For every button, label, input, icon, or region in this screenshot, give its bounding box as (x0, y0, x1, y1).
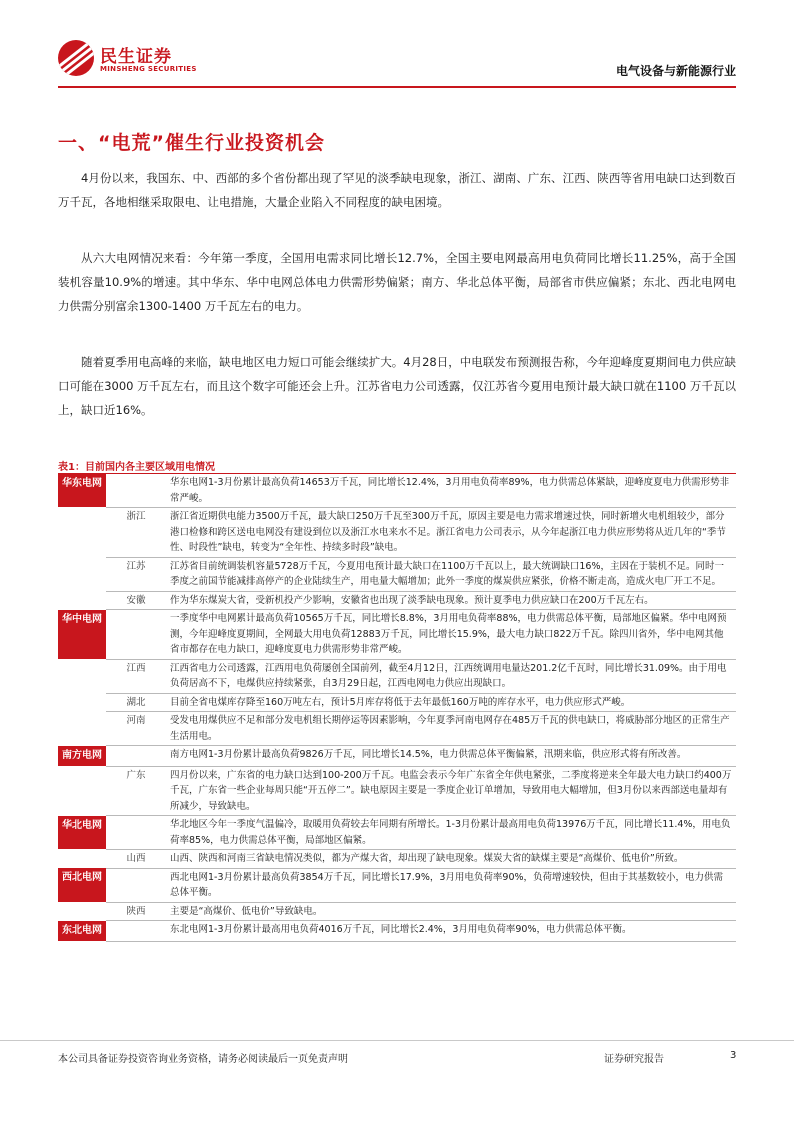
table-row (58, 850, 736, 869)
table-row (58, 610, 736, 660)
table-title: 表1：目前国内各主要区域用电情况 (58, 462, 215, 473)
description-cell: 目前全省电煤库存降至160万吨左右，预计5月库存将低于去年最低160万吨的库存水平，电力供应形式严峻。 (166, 693, 736, 712)
footer-report-type: 证券研究报告 (604, 1054, 664, 1065)
description-cell: 四月份以来，广东省的电力缺口达到100-200万千瓦。电监会表示今年广东省全年供电紧张，二季度将逆来全年最大电力缺口约400万千瓦，广东省一些企业每周只能“开五停二”。缺电原因主要是一季度企业订单增加，导致用电大幅增加，但3月份以来西部送电量却有所减少，导致缺电。 (166, 766, 736, 816)
region-cell: 华中电网 (58, 610, 106, 660)
industry-label: 电气设备与新能源行业 (615, 64, 736, 78)
table-row (58, 693, 736, 712)
province-cell: 江西 (106, 659, 166, 693)
province-cell (106, 610, 166, 660)
logo-text-cn: 民生证券 (100, 47, 172, 67)
paragraph-1: 4月份以来，我国东、中、西部的多个省份都出现了罕见的淡季缺电现象，浙江、湖南、广东、江西、陕西等省用电缺口达到数百万千瓦，各地相继采取限电、让电措施，大量企业陷入不同程度的缺电困境。 (58, 171, 736, 209)
region-cell-empty (58, 557, 106, 591)
province-cell: 浙江 (106, 508, 166, 558)
description-cell: 受发电用煤供应不足和部分发电机组长期停运等因素影响，今年夏季河南电网存在485万千瓦的供电缺口，将威胁部分地区的正常生产生活用电。 (166, 712, 736, 746)
province-cell: 安徽 (106, 591, 166, 610)
description-cell: 江苏省目前统调装机容量5728万千瓦，今夏用电预计最大缺口在1100万千瓦以上，最大统调缺口16%，主因在于装机不足。同时一季度之前国节能减排高停产的企业陆续生产，用电量大幅增加；此外一季度的煤炭供应紧张，价格不断走高，造成火电厂开工不足。 (166, 557, 736, 591)
province-cell: 山西 (106, 850, 166, 869)
description-cell: 江西省电力公司透露，江西用电负荷屡创全国前列，截至4月12日，江西统调用电量达201.2亿千瓦时，同比增长31.09%。由于用电负荷居高不下，电煤供应持续紧张，自3月29日起，江西电网电力供应出现缺口。 (166, 659, 736, 693)
region-cell-empty (58, 591, 106, 610)
description-cell: 主要是“高煤价、低电价”导致缺电。 (166, 902, 736, 921)
region-cell: 南方电网 (58, 746, 106, 767)
region-cell-empty (58, 766, 106, 816)
description-cell: 一季度华中电网累计最高负荷10565万千瓦，同比增长8.8%，3月用电负荷率88%，电力供需总体平衡，局部地区偏紧。华中电网预测，今年迎峰度夏期间，全网最大用电负荷12883万千瓦，同比增长15.9%，最大电力缺口822万千瓦。除四川省外，华中电网其他省市都存在电力缺口，迎峰度夏电力供需形势非常严峻。 (166, 610, 736, 660)
header-divider (58, 86, 736, 88)
region-cell: 华东电网 (58, 474, 106, 508)
table-row (58, 474, 736, 508)
description-cell: 华东电网1-3月份累计最高负荷14653万千瓦，同比增长12.4%，3月用电负荷率89%，电力供需总体紧缺，迎峰度夏电力供需形势非常严峻。 (166, 474, 736, 508)
paragraph-2: 从六大电网情况来看：今年第一季度，全国用电需求同比增长12.7%，全国主要电网最高用电负荷同比增长11.25%，高于全国装机容量10.9%的增速。其中华东、华中电网总体电力供需形势偏紧；南方、华北总体平衡，局部省市供应偏紧；东北、西北电网电力供需分别富余1300-1400 万千瓦左右的电力。 (58, 251, 736, 313)
description-cell: 华北地区今年一季度气温偏冷，取暖用负荷较去年同期有所增长。1-3月份累计最高用电负荷13976万千瓦，同比增长11.4%，用电负荷率85%，电力供需总体平衡，局部地区偏紧。 (166, 816, 736, 850)
table-row (58, 591, 736, 610)
province-cell (106, 746, 166, 767)
table-row (58, 508, 736, 558)
province-cell (106, 816, 166, 850)
section-title: 一、“电荒”催生行业投资机会 (58, 132, 325, 154)
table-row (58, 921, 736, 942)
table-row (58, 868, 736, 902)
footer-disclaimer: 本公司具备证券投资咨询业务资格，请务必阅读最后一页免责声明 (58, 1054, 348, 1065)
paragraph-3: 随着夏季用电高峰的来临，缺电地区电力短口可能会继续扩大。4月28日，中电联发布预测报告称，今年迎峰度夏期间电力供应缺口可能在3000 万千瓦左右，而且这个数字可能还会上升。江苏省电力公司透露，仅江苏省今夏用电预计最大缺口就在1100 万千瓦以上，缺口近16%。 (58, 355, 736, 417)
region-cell-empty (58, 693, 106, 712)
logo-text-en: MINSHENG SECURITIES (100, 65, 197, 73)
region-cell: 华北电网 (58, 816, 106, 850)
description-cell: 作为华东煤炭大省，受新机投产少影响，安徽省也出现了淡季缺电现象。预计夏季电力供应缺口在200万千瓦左右。 (166, 591, 736, 610)
table-row (58, 712, 736, 746)
province-cell: 广东 (106, 766, 166, 816)
region-cell-empty (58, 508, 106, 558)
description-cell: 山西、陕西和河南三省缺电情况类似，都为产煤大省，却出现了缺电现象。煤炭大省的缺煤主要是“高煤价、低电价”所致。 (166, 850, 736, 869)
footer-divider (0, 1040, 794, 1041)
province-cell (106, 474, 166, 508)
region-cell-empty (58, 712, 106, 746)
power-supply-table (58, 474, 736, 942)
description-cell: 南方电网1-3月份累计最高负荷9826万千瓦，同比增长14.5%，电力供需总体平衡偏紧，汛期来临，供应形式将有所改善。 (166, 746, 736, 767)
page-header (58, 40, 736, 80)
description-cell: 东北电网1-3月份累计最高用电负荷4016万千瓦，同比增长2.4%，3月用电负荷率90%，电力供需总体平衡。 (166, 921, 736, 942)
page-number: 3 (730, 1050, 737, 1061)
region-cell-empty (58, 850, 106, 869)
province-cell (106, 921, 166, 942)
table-row (58, 557, 736, 591)
table-row (58, 902, 736, 921)
province-cell: 江苏 (106, 557, 166, 591)
description-cell: 浙江省近期供电能力3500万千瓦，最大缺口250万千瓦至300万千瓦，原因主要是电力需求增速过快，同时新增火电机组较少，部分港口检修和跨区送电电网没有建设到位以及浙江水电来水不足。浙江省电力公司表示，从今年起浙江电力供应形势将从近几年的“季节性、时段性”缺电，转变为“全年性、持续多时段”缺电。 (166, 508, 736, 558)
region-cell: 西北电网 (58, 868, 106, 902)
description-cell: 西北电网1-3月份累计最高负荷3854万千瓦，同比增长17.9%，3月用电负荷率90%，负荷增速较快，但由于其基数较小，电力供需总体平衡。 (166, 868, 736, 902)
table-row (58, 816, 736, 850)
table-row (58, 766, 736, 816)
province-cell: 河南 (106, 712, 166, 746)
province-cell (106, 868, 166, 902)
table-row (58, 659, 736, 693)
minsheng-logo-icon (58, 40, 94, 76)
province-cell: 湖北 (106, 693, 166, 712)
region-cell-empty (58, 659, 106, 693)
table-row (58, 746, 736, 767)
region-cell: 东北电网 (58, 921, 106, 942)
province-cell: 陕西 (106, 902, 166, 921)
region-cell-empty (58, 902, 106, 921)
